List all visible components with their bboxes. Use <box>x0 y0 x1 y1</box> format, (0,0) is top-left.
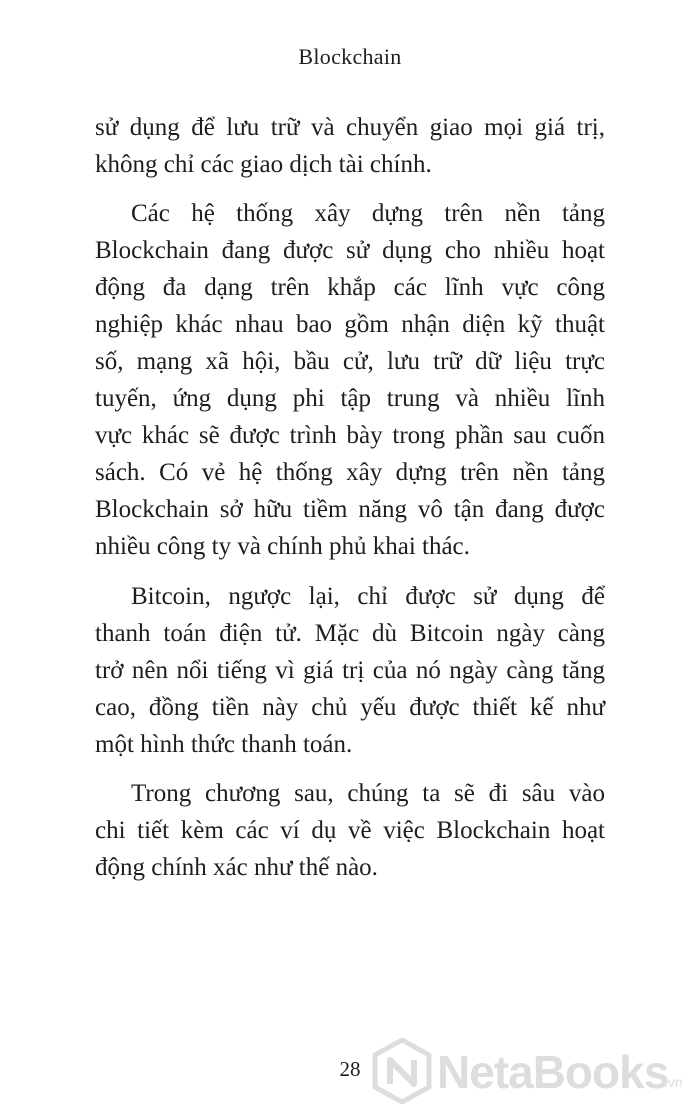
text-line: không chỉ các giao dịch tài chính. <box>95 151 432 178</box>
text-line: sử dụng để lưu trữ và chuyển giao mọi giá trị, <box>95 114 605 141</box>
text-line: thanh toán điện tử. Mặc dù Bitcoin ngày càng <box>95 620 605 647</box>
page-number: 28 <box>339 1057 361 1081</box>
text-line: cao, đồng tiền này chủ yếu được thiết kế như <box>95 694 605 721</box>
text-line: sách. Có vẻ hệ thống xây dựng trên nền tảng <box>95 459 605 486</box>
text-line: chi tiết kèm các ví dụ về việc Blockchain hoạt <box>95 817 605 844</box>
text-line: Các hệ thống xây dựng trên nền tảng <box>131 200 605 227</box>
text-line: động đa dạng trên khắp các lĩnh vực công <box>95 274 605 301</box>
watermark-brand: NetaBooks <box>437 1046 669 1098</box>
text-line: trở nên nổi tiếng vì giá trị của nó ngày càng tăng <box>95 657 605 684</box>
text-line: một hình thức thanh toán. <box>95 731 353 758</box>
text-line: động chính xác như thế nào. <box>95 854 378 881</box>
text-line: nhiều công ty và chính phủ khai thác. <box>95 533 470 560</box>
text-line: số, mạng xã hội, bầu cử, lưu trữ dữ liệu trực <box>95 348 605 375</box>
watermark-suffix: .vn <box>664 1074 683 1090</box>
text-line: nghiệp khác nhau bao gồm nhận diện kỹ thuật <box>95 311 605 338</box>
text-line: vực khác sẽ được trình bày trong phần sau cuốn <box>95 422 605 449</box>
text-line: tuyến, ứng dụng phi tập trung và nhiều lĩnh <box>95 385 605 412</box>
running-head-title: Blockchain <box>298 44 402 69</box>
text-line: Blockchain sở hữu tiềm năng vô tận đang được <box>95 496 605 523</box>
text-line: Bitcoin, ngược lại, chỉ được sử dụng để <box>131 583 605 610</box>
text-line: Trong chương sau, chúng ta sẽ đi sâu vào <box>131 780 605 807</box>
text-line: Blockchain đang được sử dụng cho nhiều hoạt <box>95 237 605 264</box>
